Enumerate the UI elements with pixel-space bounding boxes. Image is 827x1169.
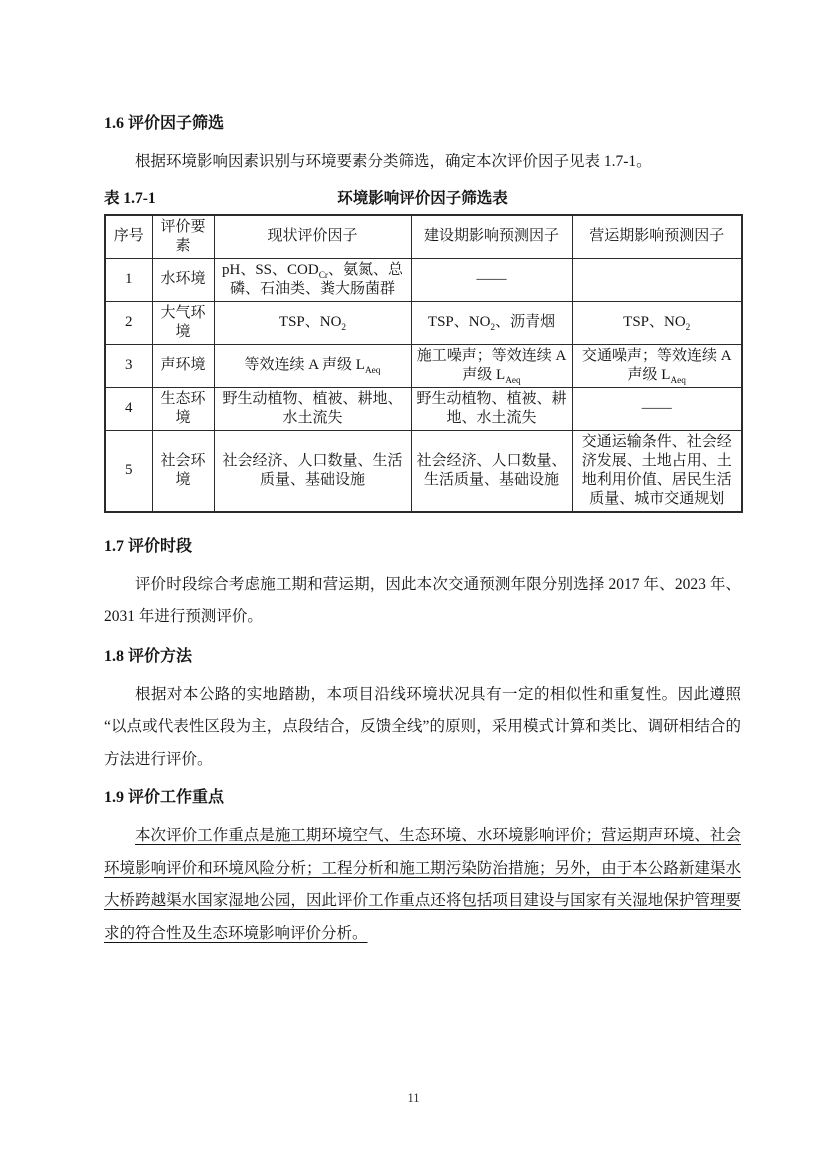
- section-1-6-paragraph: 根据环境影响因素识别与环境要素分类筛选，确定本次评价因子见表 1.7-1。: [135, 153, 652, 170]
- table-cell: 生态环境: [152, 387, 214, 430]
- table-cell: TSP、$NO_2$: [572, 301, 742, 344]
- table-cell: 1: [105, 258, 152, 301]
- table-cell: 大气环境: [152, 301, 214, 344]
- table-header-cell: 评价要素: [152, 215, 214, 259]
- table-cell: 社会经济、人口数量、生活质量、基础设施: [214, 430, 411, 512]
- table-caption: [104, 189, 741, 209]
- table-cell: 社会经济、人口数量、生活质量、基础设施: [411, 430, 572, 512]
- table-header-cell: 序号: [105, 215, 152, 259]
- table-header-cell: 建设期影响预测因子: [411, 215, 572, 259]
- table-cell: 交通噪声；等效连续 A 声级 $L_{Aeq}$: [572, 344, 742, 387]
- section-1-9-heading: 1.9 评价工作重点: [104, 789, 225, 806]
- table-caption-label: 表 1.7-1: [104, 189, 156, 207]
- section-1-7-paragraph: 评价时段综合考虑施工期和营运期，因此本次交通预测年限分别选择 2017 年、2023 年、2031 年进行预测评价。: [104, 575, 741, 625]
- table-header-row: [105, 215, 742, 259]
- table-cell: TSP、$NO_2$: [214, 301, 411, 344]
- table-cell: 社会环境: [152, 430, 214, 512]
- section-1-8-paragraph: 根据对本公路的实地踏勘，本项目沿线环境状况具有一定的相似性和重复性。因此遵照“以点或代表性区段为主，点段结合，反馈全线”的原则，采用模式计算和类比、调研相结合的方法进行评价。: [104, 685, 741, 768]
- table-row: [105, 258, 742, 301]
- page-content: [104, 114, 741, 950]
- table-cell: 水环境: [152, 258, 214, 301]
- evaluation-factors-table: [104, 214, 743, 513]
- table-cell: ——: [572, 387, 742, 430]
- table-cell: 野生动植物、植被、耕地、水土流失: [214, 387, 411, 430]
- table-cell: 5: [105, 430, 152, 512]
- section-1-9-paragraph: 本次评价工作重点是施工期环境空气、生态环境、水环境影响评价；营运期声环境、社会环境影响评价和环境风险分析；工程分析和施工期污染防治措施；另外，由于本公路新建渠水大桥跨越渠水国家湿地公园，因此评价工作重点还将包括项目建设与国家有关湿地保护管理要求的符合性及生态环境影响评价分析。: [104, 827, 741, 942]
- table-cell: ——: [411, 258, 572, 301]
- table-cell: TSP、$NO_2$、沥青烟: [411, 301, 572, 344]
- table-cell: 声环境: [152, 344, 214, 387]
- table-cell: pH、SS、$COD_{Cr}$、氨氮、总磷、石油类、粪大肠菌群: [214, 258, 411, 301]
- table-row: [105, 344, 742, 387]
- table-cell: 等效连续 A 声级 $L_{Aeq}$: [214, 344, 411, 387]
- page-number: 11: [407, 1091, 420, 1105]
- table-cell: [572, 258, 742, 301]
- table-row: [105, 301, 742, 344]
- table-row: [105, 430, 742, 512]
- section-1-6-heading: 1.6 评价因子筛选: [104, 115, 225, 132]
- table-row: [105, 387, 742, 430]
- table-cell: 3: [105, 344, 152, 387]
- table-caption-title: 环境影响评价因子筛选表: [337, 189, 508, 207]
- table-cell: 交通运输条件、社会经济发展、土地占用、土地利用价值、居民生活质量、城市交通规划: [572, 430, 742, 512]
- table-header-cell: 营运期影响预测因子: [572, 215, 742, 259]
- table-cell: 4: [105, 387, 152, 430]
- table-cell: 2: [105, 301, 152, 344]
- table-header-cell: 现状评价因子: [214, 215, 411, 259]
- table-cell: 施工噪声；等效连续 A 声级 $L_{Aeq}$: [411, 344, 572, 387]
- section-1-7-heading: 1.7 评价时段: [104, 537, 193, 555]
- table-cell: 野生动植物、植被、耕地、水土流失: [411, 387, 572, 430]
- section-1-8-heading: 1.8 评价方法: [104, 647, 193, 665]
